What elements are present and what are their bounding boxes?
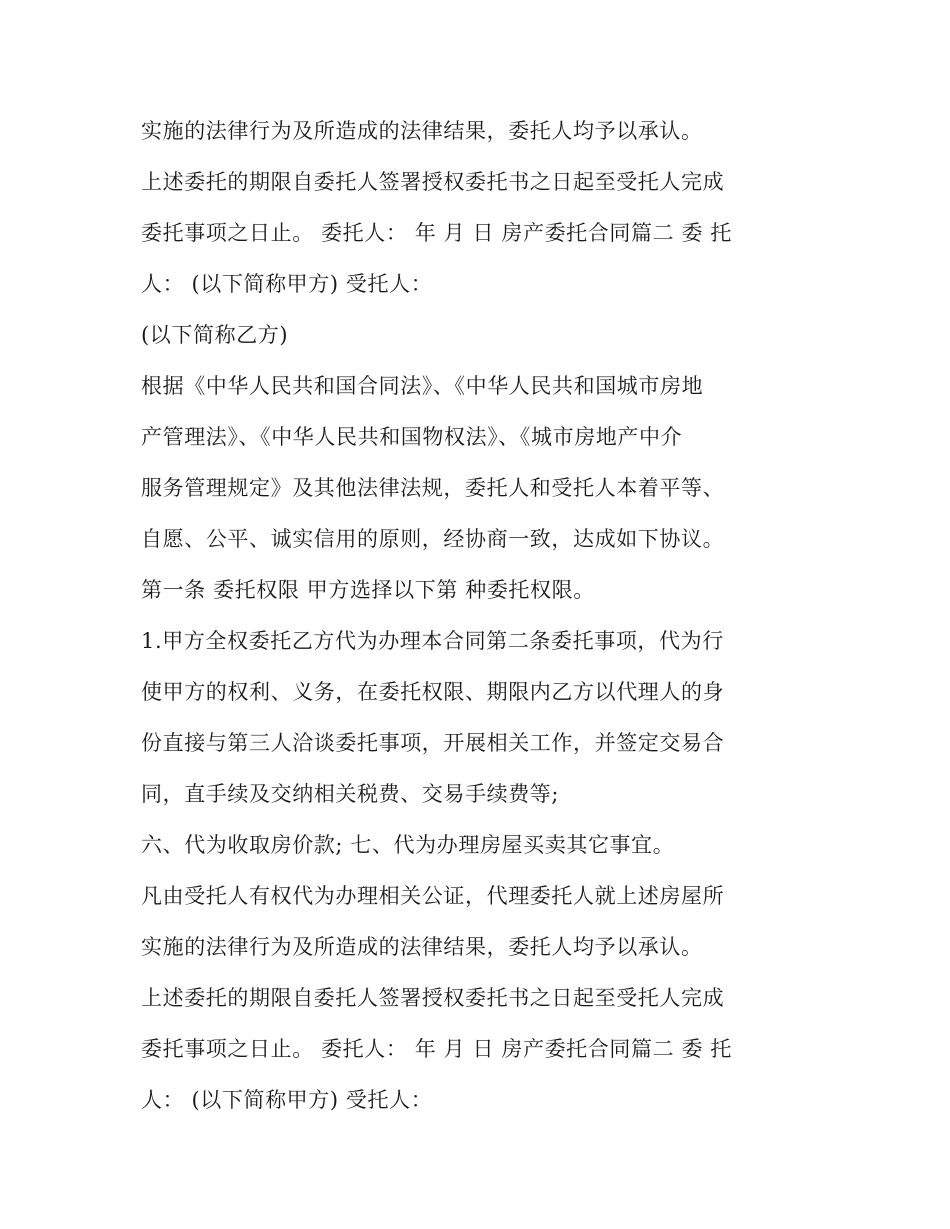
text-line: 同，直手续及交纳相关税费、交易手续费等; (141, 782, 560, 806)
text-line: 1.甲方全权委托乙方代为办理本合同第二条委托事项，代为行 (141, 629, 724, 653)
text-line: 产管理法》、《中华人民共和国物权法》、《城市房地产中介 (141, 425, 683, 449)
text-line: 份直接与第三人洽谈委托事项，开展相关工作，并签定交易合 (141, 731, 725, 755)
text-line: 实施的法律行为及所造成的法律结果，委托人均予以承认。 (141, 119, 703, 143)
text-line: 上述委托的期限自委托人签署授权委托书之日起至受托人完成 (141, 986, 725, 1010)
document-body (141, 106, 821, 1126)
text-line: 实施的法律行为及所造成的法律结果，委托人均予以承认。 (141, 935, 703, 959)
text-line: 人： (以下简称甲方) 受托人： (141, 272, 433, 296)
text-line: 上述委托的期限自委托人签署授权委托书之日起至受托人完成 (141, 170, 725, 194)
text-line: 根据《中华人民共和国合同法》、《中华人民共和国城市房地 (141, 374, 704, 398)
text-line: 六、代为收取房价款; 七、代为办理房屋买卖其它事宜。 (141, 833, 675, 857)
text-line: 第一条 委托权限 甲方选择以下第 种委托权限。 (141, 578, 595, 602)
text-line: 自愿、公平、诚实信用的原则，经协商一致，达成如下协议。 (141, 527, 725, 551)
text-line: 委托事项之日止。 委托人： 年 月 日 房产委托合同篇二 委 托 (141, 221, 732, 245)
text-line: (以下简称乙方) (141, 323, 289, 347)
text-line: 服务管理规定》及其他法律法规，委托人和受托人本着平等、 (141, 476, 725, 500)
text-line: 委托事项之日止。 委托人： 年 月 日 房产委托合同篇二 委 托 (141, 1037, 732, 1061)
text-line: 使甲方的权利、义务，在委托权限、期限内乙方以代理人的身 (141, 680, 725, 704)
text-line: 凡由受托人有权代为办理相关公证，代理委托人就上述房屋所 (141, 884, 725, 908)
text-line: 人： (以下简称甲方) 受托人： (141, 1088, 433, 1112)
